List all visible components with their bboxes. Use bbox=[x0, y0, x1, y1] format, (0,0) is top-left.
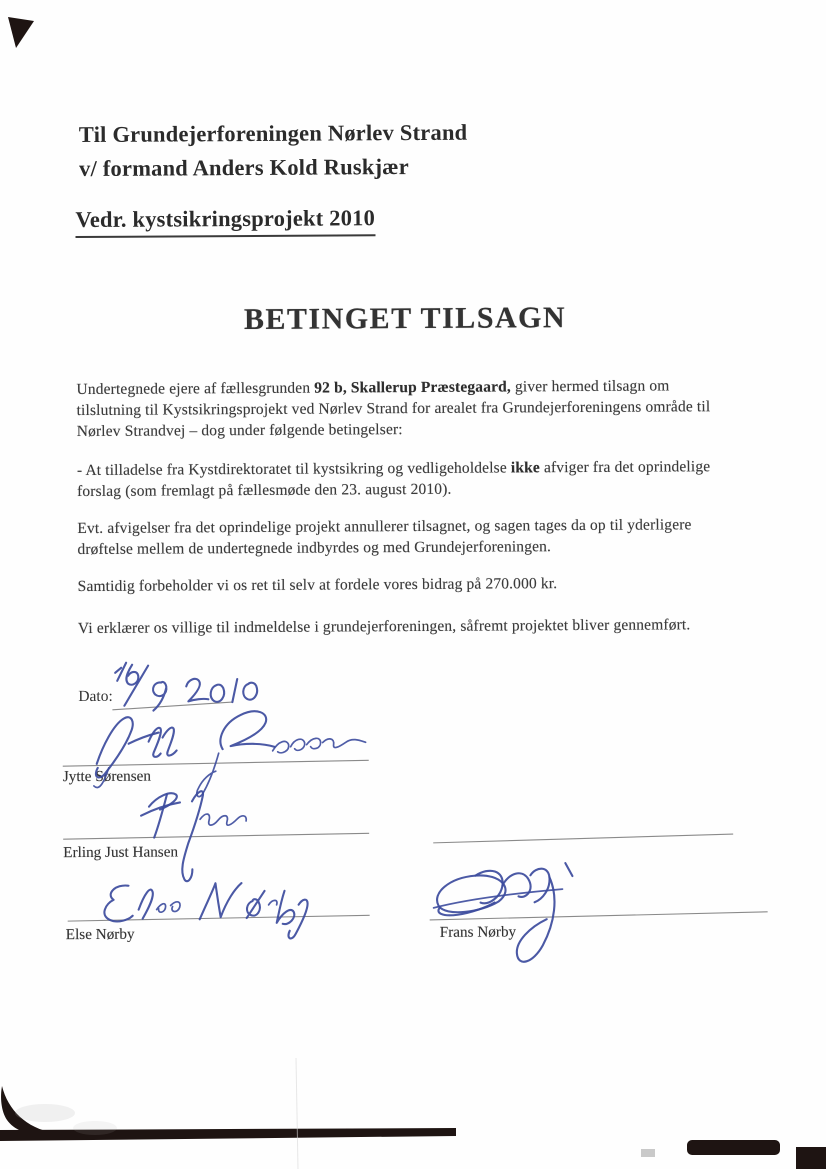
signature-erling-just-hansen bbox=[141, 791, 247, 882]
printed-name-erling-just-hansen: Erling Just Hansen bbox=[63, 843, 179, 862]
p1-l1-post: giver hermed tilsagn om bbox=[510, 377, 670, 396]
subject-line: Vedr. kystsikringsprojekt 2010 bbox=[75, 205, 375, 238]
date-label: Dato: bbox=[78, 687, 113, 706]
paragraph-2-line-2: forslag (som fremlagt på fællesmøde den 23. august 2010). bbox=[77, 480, 452, 501]
signature-rule-frans bbox=[430, 912, 768, 920]
signature-rules bbox=[62, 699, 767, 922]
paragraph-5: Vi erklærer os villige til indmeldelse i grundejerforeningen, såfremt projektet bliver gennemført. bbox=[77, 616, 691, 638]
signature-frans-norby bbox=[433, 863, 573, 962]
paragraph-1-line-1 bbox=[76, 377, 669, 399]
printed-name-frans-norby: Frans Nørby bbox=[439, 923, 517, 941]
recipient-line-1: Til Grundejerforeningen Nørlev Strand bbox=[78, 119, 468, 148]
paragraph-4: Samtidig forbeholder vi os ret til selv at fordele vores bidrag på 270.000 kr. bbox=[77, 575, 558, 596]
paragraph-2-line-1 bbox=[77, 458, 710, 480]
date-underline bbox=[112, 702, 232, 710]
handwritten-date bbox=[115, 662, 257, 711]
printed-name-else-norby: Else Nørby bbox=[65, 925, 135, 944]
recipient-line-2: v/ formand Anders Kold Ruskjær bbox=[79, 154, 409, 182]
signature-rule-erling bbox=[63, 833, 369, 839]
paragraph-1-line-2: tilslutning til Kystsikringsprojekt ved Nørlev Strand for arealet fra Grundejerforeningens område til bbox=[76, 398, 711, 420]
document-title: BETINGET TILSAGN bbox=[243, 301, 567, 337]
p1-l1-bold-property: 92 b, Skallerup Præstegaard, bbox=[314, 378, 511, 397]
recipient-block bbox=[79, 116, 468, 186]
paragraph-3-line-2: drøftelse mellem de undertegnede indbyrdes og med Grundejerforeningen. bbox=[77, 538, 552, 559]
paragraph-3-line-1: Evt. afvigelser fra det oprindelige projekt annullerer tilsagnet, og sagen tages da op til yderligere bbox=[77, 516, 692, 538]
p2-l1-bold-ikke: ikke bbox=[510, 459, 540, 477]
p1-l1-pre: Undertegnede ejere af fællesgrunden bbox=[76, 379, 315, 399]
p2-l1-post: afviger fra det oprindelige bbox=[539, 458, 711, 477]
printed-name-jytte-sorensen: Jytte Sørensen bbox=[62, 767, 152, 786]
signature-rule-else bbox=[68, 915, 370, 921]
p2-l1-pre: - At tilladelse fra Kystdirektoratet til kystsikring og vedligeholdelse bbox=[76, 459, 511, 480]
signature-rule-jytte bbox=[63, 760, 369, 766]
signature-rule-right-empty bbox=[433, 834, 733, 843]
paragraph-1-line-3: Nørlev Strandvej – dog under følgende betingelser: bbox=[76, 421, 403, 441]
